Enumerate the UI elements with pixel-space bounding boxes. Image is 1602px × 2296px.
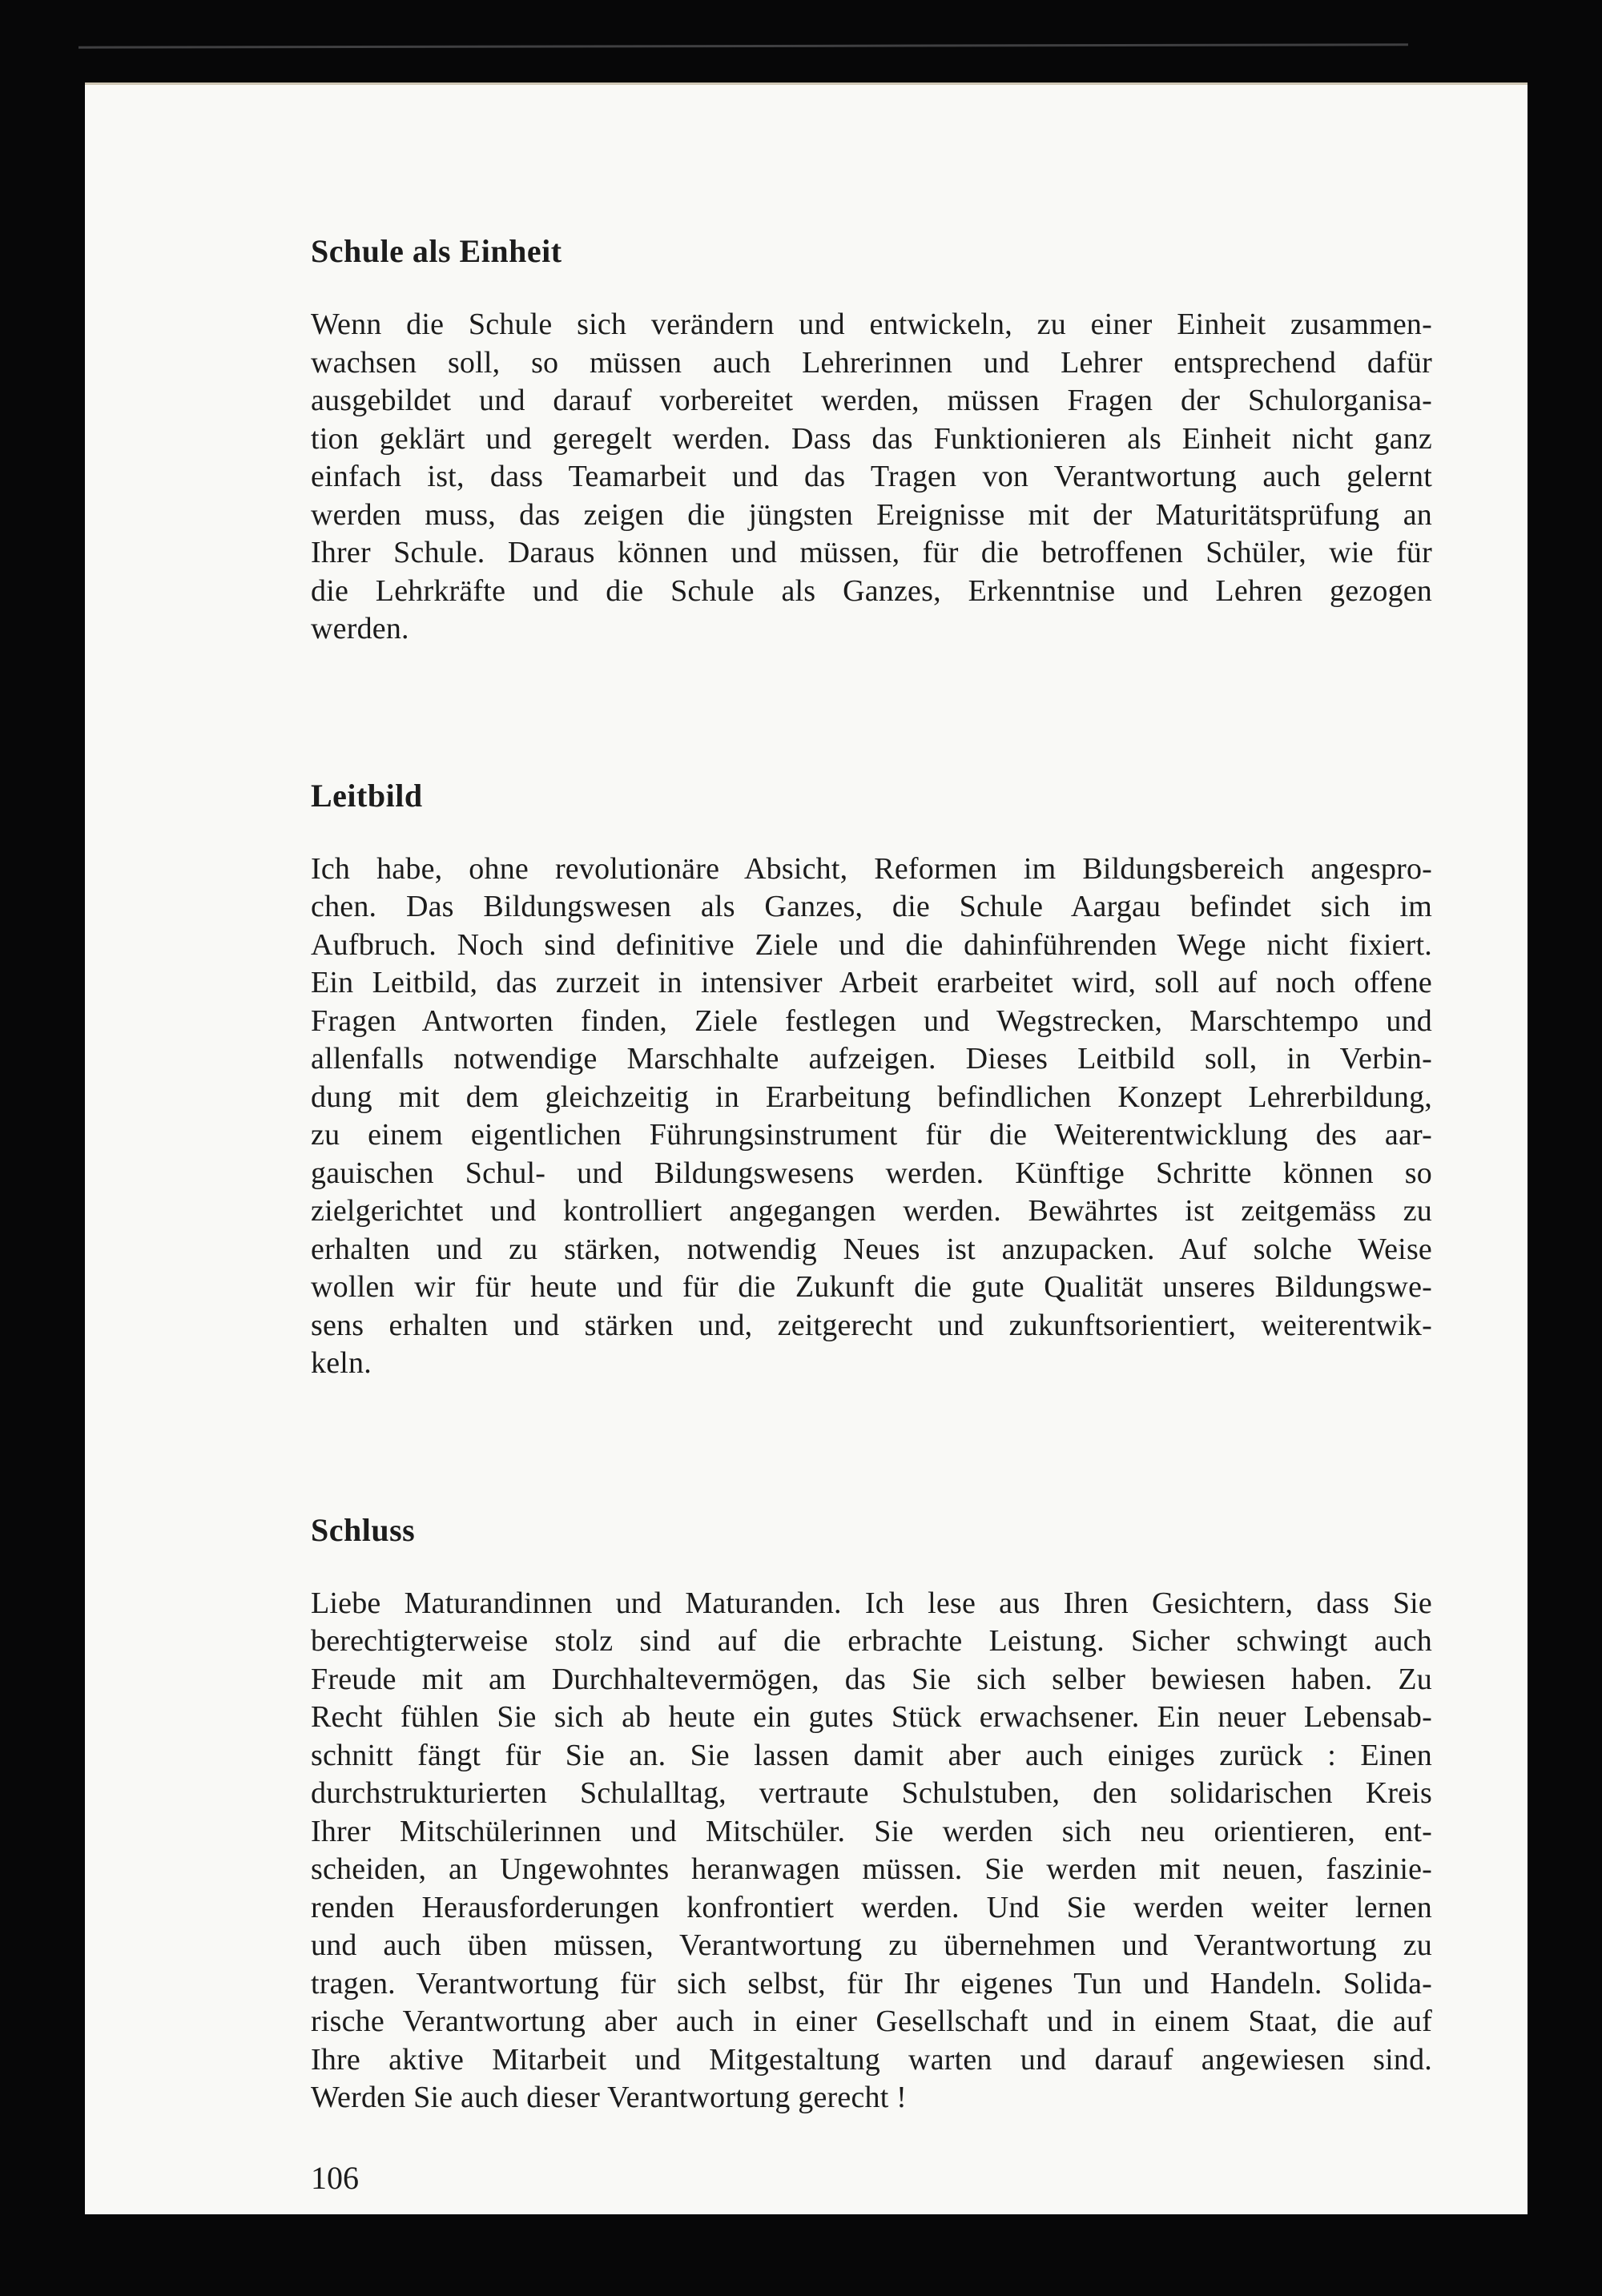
- text-line: Wenn die Schule sich verändern und entwickeln, zu einer Einheit zusammen-: [311, 308, 1432, 341]
- text-line: renden Herausforderungen konfrontiert werden. Und Sie werden weiter lernen: [311, 1890, 1432, 1924]
- text-line: Ihrer Mitschülerinnen und Mitschüler. Sie werden sich neu orientieren, ent-: [311, 1814, 1432, 1848]
- section-schule-als-einheit: [311, 232, 1432, 649]
- text-line: Ein Leitbild, das zurzeit in intensiver Arbeit erarbeitet wird, soll auf noch offene: [311, 966, 1432, 999]
- text-line: tion geklärt und geregelt werden. Dass das Funktionieren als Einheit nicht ganz: [311, 421, 1432, 456]
- section-leitbild: [311, 777, 1432, 1383]
- text-line: chen. Das Bildungswesen als Ganzes, die Schule Aargau befindet sich im: [311, 890, 1432, 923]
- text-line: Ihrer Schule. Daraus können und müssen, für die betroffenen Schüler, wie für: [311, 536, 1432, 569]
- text-line: dung mit dem gleichzeitig in Erarbeitung befindlichen Konzept Lehrerbildung,: [311, 1080, 1432, 1114]
- text-line: berechtigterweise stolz sind auf die erbrachte Leistung. Sicher schwingt auch: [311, 1624, 1432, 1658]
- page-edge-shadow: [78, 43, 1408, 48]
- text-line: die Lehrkräfte und die Schule als Ganzes, Erkenntnise und Lehren gezogen: [311, 573, 1432, 608]
- text-line: werden.: [311, 612, 409, 645]
- text-line: Werden Sie auch dieser Verantwortung gerecht !: [311, 2081, 908, 2114]
- text-line: erhalten und zu stärken, notwendig Neues ist anzupacken. Auf solche Weise: [311, 1232, 1432, 1266]
- text-line: Fragen Antworten finden, Ziele festlegen und Wegstrecken, Marschtempo und: [311, 1003, 1432, 1038]
- text-line: keln.: [311, 1346, 372, 1380]
- text-line: Freude mit am Durchhaltevermögen, das Sie sich selber bewiesen haben. Zu: [311, 1662, 1432, 1696]
- text-line: schnitt fängt für Sie an. Sie lassen damit aber auch einiges zurück : Einen: [311, 1738, 1432, 1772]
- text-line: zu einem eigentlichen Führungsinstrument für die Weiterentwicklung des aar-: [311, 1118, 1432, 1152]
- section-heading: Schluss: [311, 1511, 416, 1548]
- paragraph: [311, 850, 1432, 1383]
- text-line: Ihre aktive Mitarbeit und Mitgestaltung warten und darauf angewiesen sind.: [311, 2042, 1432, 2077]
- text-line: wachsen soll, so müssen auch Lehrerinnen und Lehrer entsprechend dafür: [311, 345, 1432, 380]
- section-heading: Schule als Einheit: [311, 233, 562, 269]
- section-schluss: [311, 1511, 1432, 2117]
- page-number: 106: [311, 2159, 359, 2196]
- text-line: zielgerichtet und kontrolliert angegangen werden. Bewährtes ist zeitgemäss zu: [311, 1194, 1432, 1228]
- text-line: und auch üben müssen, Verantwortung zu übernehmen und Verantwortung zu: [311, 1928, 1432, 1962]
- book-page: [85, 82, 1528, 2214]
- section-heading: Leitbild: [311, 777, 423, 814]
- paragraph: [311, 1585, 1432, 2117]
- text-line: Liebe Maturandinnen und Maturanden. Ich lese aus Ihren Gesichtern, dass Sie: [311, 1586, 1432, 1620]
- text-line: allenfalls notwendige Marschhalte aufzeigen. Dieses Leitbild soll, in Verbin-: [311, 1042, 1432, 1076]
- text-line: gauischen Schul- und Bildungswesens werden. Künftige Schritte können so: [311, 1156, 1432, 1190]
- text-line: Aufbruch. Noch sind definitive Ziele und die dahinführenden Wege nicht fixiert.: [311, 927, 1432, 962]
- text-line: ausgebildet und darauf vorbereitet werden, müssen Fragen der Schulorganisa-: [311, 384, 1432, 417]
- paragraph: [311, 306, 1432, 649]
- text-line: durchstrukturierten Schulalltag, vertraute Schulstuben, den solidarischen Kreis: [311, 1776, 1432, 1810]
- text-line: einfach ist, dass Teamarbeit und das Tragen von Verantwortung auch gelernt: [311, 460, 1432, 493]
- text-line: sens erhalten und stärken und, zeitgerecht und zukunftsorientiert, weiterentwik-: [311, 1308, 1432, 1342]
- text-line: Recht fühlen Sie sich ab heute ein gutes Stück erwachsener. Ein neuer Lebensab-: [311, 1700, 1432, 1734]
- text-line: rische Verantwortung aber auch in einer Gesellschaft und in einem Staat, die auf: [311, 2004, 1432, 2038]
- text-line: wollen wir für heute und für die Zukunft die gute Qualität unseres Bildungswe-: [311, 1270, 1432, 1304]
- text-line: scheiden, an Ungewohntes heranwagen müssen. Sie werden mit neuen, faszinie-: [311, 1852, 1432, 1886]
- text-line: werden muss, das zeigen die jüngsten Ereignisse mit der Maturitätsprüfung an: [311, 497, 1432, 532]
- text-line: tragen. Verantwortung für sich selbst, für Ihr eigenes Tun und Handeln. Solida-: [311, 1966, 1432, 2000]
- text-line: Ich habe, ohne revolutionäre Absicht, Reformen im Bildungsbereich angespro-: [311, 851, 1432, 886]
